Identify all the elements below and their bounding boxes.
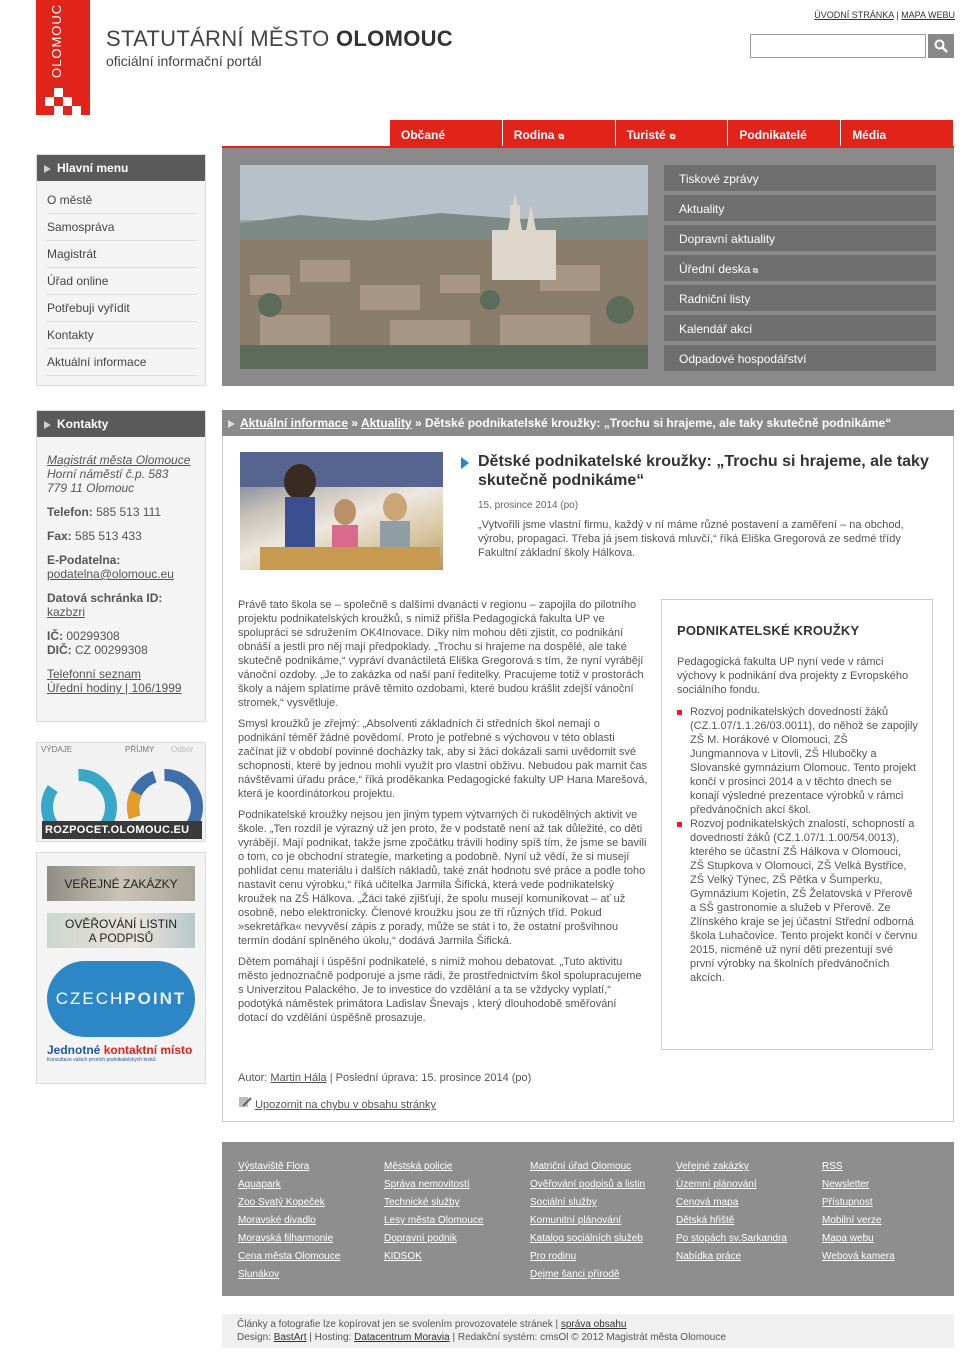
footer-link[interactable]: Přístupnost — [822, 1197, 873, 1208]
footer-link[interactable]: Aquapark — [238, 1179, 281, 1190]
breadcrumb-current: Dětské podnikatelské kroužky: „Trochu si hrajeme, ale taky skutečně podnikáme“ — [425, 416, 892, 430]
report-error-link[interactable]: Upozornit na chybu v obsahu stránky — [255, 1099, 437, 1111]
footer-link[interactable]: Mapa webu — [822, 1233, 874, 1244]
footer-column — [530, 1158, 645, 1284]
footer-column — [676, 1158, 787, 1266]
footer-link[interactable]: Katalog sociálních služeb — [530, 1233, 643, 1244]
city-panorama-image — [240, 165, 648, 369]
quick-link[interactable]: Aktuality — [664, 195, 936, 221]
breadcrumb-news[interactable]: Aktuality — [360, 416, 412, 430]
czechpoint-banner[interactable]: CZECHPOINT — [47, 961, 195, 1037]
ic-label: IČ: — [47, 629, 63, 643]
top-links: ÚVODNÍ STRÁNKA | MAPA WEBU — [814, 10, 955, 20]
info-box-heading: PODNIKATELSKÉ KROUŽKY — [677, 623, 860, 638]
article-paragraph: Právě tato škola se – společně s dalšími dvanácti v regionu – zapojila do pilotního projektu podnikatelských kroužků, s nimiž přišla Pedagogická fakulta UP ve spolupráci se sdružením OK4Inovace. Díky nim mohou děti zjistit, co podnikání obnáší a jestli pro něj mají předpoklady. „Trochu si hrajeme na dospělé, ale také skutečně podnikáme,“ vypráví dvanáctiletá Eliška Gregorová s tím, že nyní vyrábějí vánoční ozdoby. „Je to zakázka od naší paní ředitelky. Pracujeme totiž v prostorách školy a nájem splatíme právě těmito ozdobami, které budou krášlit zdejší vánoční stromek,“ vysvětluje. — [238, 599, 644, 709]
menu-item[interactable]: Kontakty — [47, 322, 197, 349]
footer-link[interactable]: Pro rodinu — [530, 1251, 577, 1262]
address-line-2: 779 11 Olomouc — [47, 481, 135, 495]
menu-item[interactable]: Magistrát — [47, 241, 197, 268]
tab-3[interactable]: Podnikatelé — [728, 120, 840, 146]
search-icon — [934, 39, 948, 53]
main-tabs — [390, 120, 954, 146]
footer-link[interactable]: Nabídka práce — [676, 1251, 742, 1262]
quick-link[interactable]: Dopravní aktuality — [664, 225, 936, 251]
author-link[interactable]: Martin Hála — [270, 1072, 327, 1084]
site-title: STATUTÁRNÍ MĚSTO OLOMOUC — [106, 26, 453, 51]
budget-label-dept: Odbor — [171, 745, 194, 754]
breadcrumb-news-section[interactable]: Aktuální informace — [240, 416, 349, 430]
main-menu-heading: Hlavní menu — [37, 155, 205, 181]
footer-link[interactable]: Lesy města Olomouce — [384, 1215, 484, 1226]
quick-link[interactable]: Úřední deska ⧉ — [664, 255, 936, 281]
search-input[interactable] — [750, 34, 926, 58]
logo-checker-icon — [45, 88, 81, 115]
article-title: Dětské podnikatelské kroužky: „Trochu si hrajeme, ale taky skutečně podnikáme“ — [478, 453, 929, 489]
footer-link[interactable]: Ověřování podpisů a listin — [530, 1179, 646, 1190]
menu-item[interactable]: Samospráva — [47, 214, 197, 241]
footer-link[interactable]: Webová kamera — [822, 1251, 895, 1262]
article-date: 15. prosince 2014 (po) — [478, 500, 579, 511]
quick-link[interactable]: Odpadové hospodářství — [664, 345, 936, 371]
ds-label: Datová schránka ID: — [47, 591, 163, 605]
budget-donut-chart-icon — [37, 755, 206, 825]
site-subtitle: oficiální informační portál — [106, 53, 262, 69]
article-paragraph: Smysl kroužků je zřejmý: „Absolventi základních či středních škol nemají o podnikání téměř žádné povědomí. Proto je potřebné s výchovou v této oblasti začínat již v období povinné docházky tak, aby si žáci dokázali sami uvědomit své schopnosti, které by jednou mohli využít pro vlastní obživu. Nebudou pak marnit čas návštěvami úřadu práce,“ říká proděkanka Pedagogické fakulty UP Hana Marešová, která je koordinátorkou projektu. — [238, 718, 648, 800]
footer-link[interactable]: Moravská filharmonie — [238, 1233, 334, 1244]
ds-link[interactable]: kazbzri — [47, 605, 86, 619]
footer-link[interactable]: Sociální služby — [530, 1197, 597, 1208]
dic-label: DIČ: — [47, 643, 72, 657]
footer-link[interactable]: Po stopách sv.Sarkandra — [676, 1233, 787, 1244]
tab-2[interactable]: Turisté ⧉ — [616, 120, 728, 146]
report-pencil-icon — [238, 1096, 252, 1108]
article-paragraph: Dětem pomáhají i úspěšní podnikatelé, s nimiž mohou debatovat. „Tuto aktivitu město jednoznačně podporuje a jsme rádi, že prostřednictvím škol spolupracujeme s Univerzitou Palackého. Je to investice do vzdělání a ta se vždycky vyplatí,“ podotýká náměstek primátora Ladislav Šnevajs , který dlouhodobě směřování dotací do vzdělání úspěšně prosazuje. — [238, 956, 642, 1024]
fax: 585 513 433 — [75, 529, 142, 543]
menu-item[interactable]: Potřebuji vyřídit — [47, 295, 197, 322]
footer-link[interactable]: Cenová mapa — [676, 1197, 739, 1208]
phonebook-link[interactable]: Telefonní seznam — [47, 667, 142, 681]
quick-link[interactable]: Tiskové zprávy — [664, 165, 936, 191]
menu-item[interactable]: Úřad online — [47, 268, 197, 295]
footer-link[interactable]: Dejme šanci přírodě — [530, 1269, 620, 1280]
budget-banner[interactable] — [36, 742, 206, 842]
footer-link[interactable]: Newsletter — [822, 1179, 870, 1190]
quick-link[interactable]: Kalendář akcí — [664, 315, 936, 341]
footer-link[interactable]: Územní plánování — [676, 1179, 757, 1190]
external-link-icon: ⧉ — [750, 266, 759, 275]
verification-banner[interactable]: OVĚŘOVÁNÍ LISTIN A PODPISŮ — [47, 913, 195, 948]
search-button[interactable] — [928, 34, 954, 58]
article-body — [238, 598, 648, 1032]
footer-link[interactable]: Výstaviště Flora — [238, 1161, 310, 1172]
footer-column — [238, 1158, 340, 1284]
info-box — [661, 599, 933, 1050]
fax-label: Fax: — [47, 529, 72, 543]
external-link-icon: ⧉ — [558, 132, 565, 141]
budget-label-out: VÝDAJE — [41, 745, 73, 754]
office-hours-link[interactable]: Úřední hodiny | 106/1999 — [47, 681, 182, 695]
epod-label: E-Podatelna: — [47, 553, 121, 567]
hosting-link[interactable]: Datacentrum Moravia — [354, 1332, 450, 1343]
contact-place-banner[interactable]: Jednotné kontaktní místo Konzultace vašich prvních podnikatelských kroků — [47, 1043, 193, 1063]
content-admin-link[interactable]: správa obsahu — [560, 1319, 627, 1330]
main-menu — [36, 154, 206, 386]
phone: 585 513 111 — [96, 505, 162, 519]
budget-url: ROZPOCET.OLOMOUC.EU — [42, 821, 202, 839]
contacts-box — [36, 410, 206, 722]
tab-4[interactable]: Média — [841, 120, 953, 146]
tab-0[interactable]: Občané — [390, 120, 502, 146]
info-box-intro: Pedagogická fakulta UP nyní vede v rámci výchovy k podnikání dva projekty z Evropského sociálního fondu. — [677, 656, 909, 696]
footer-link[interactable]: Technické služby — [384, 1197, 460, 1208]
article-paragraph: Podnikatelské kroužky nejsou jen jiným typem výtvarných či rukodělných aktivit ve škole. „Ten rozdíl je výrazný už jen proto, že v podstatě není až tak důležité, co děti vyrábějí. Mají podnikat, takže jsme zpočátku trávili hodiny spíš tím, že jsme se bavili o tom, co je obchodní strategie, marketing a podobně. Nyní už vědí, že si musejí pohlídat cenu materiálu i dalších nákladů, také znát hodnotu své práce a podle toho nastavit cenu výrobku,“ říká učitelka Jarmila Šifická, která vede podnikatelský kroužek na ZŠ Hálkova. „Žáci také zjišťují, že spolu musejí komunikovat – ať už osobně, nebo elektronicky. Členové kroužku jsou ze tří různých tříd. Pokud »sekretářka« nevyvěsí zápis z porady, může se stát i to, že ostatní prošvihnou termín dodání splněného úkolu,“ dodává Jarmila Šifická. — [238, 809, 647, 947]
children-illustration — [240, 452, 443, 570]
footer-link[interactable]: Městská policie — [384, 1161, 453, 1172]
footer-link[interactable]: Matriční úřad Olomouc — [530, 1161, 632, 1172]
footer-link[interactable]: Mobilní verze — [822, 1215, 882, 1226]
tab-1[interactable]: Rodina ⧉ — [503, 120, 615, 146]
footer-link[interactable]: Dětská hřiště — [676, 1215, 735, 1226]
design-link[interactable]: BastArt — [273, 1332, 307, 1343]
article-photo — [240, 452, 443, 570]
address-line-1: Horní náměstí č.p. 583 — [47, 467, 169, 481]
contacts-heading: Kontakty — [37, 411, 205, 437]
quick-link[interactable]: Radniční listy — [664, 285, 936, 311]
info-box-item: Rozvoj podnikatelských dovedností žáků (CZ.1.07/1.1.26/03.0011), do něhož se zapojily ZŠ M. Horákové v Olomouci, ZŠ Jungmannova v Litovli, ZŠ Hlubočky a Slovanské gymnázium Olomouc. Tento projekt končí v prosinci 2014 a v těchto dnech se konají výsledné prezentace výrobků v rámci předvánočních akcí škol. — [677, 705, 918, 817]
article-author: Autor: Martin Hála | Poslední úprava: 15. prosince 2014 (po) — [238, 1072, 532, 1084]
footer-link[interactable]: Správa nemovitostí — [384, 1179, 470, 1190]
cathedral-illustration — [240, 165, 648, 369]
report-error — [238, 1096, 436, 1111]
footer-link[interactable]: Slunákov — [238, 1269, 280, 1280]
footer-link[interactable]: Komunitní plánování — [530, 1215, 622, 1226]
menu-item[interactable]: Aktuální informace — [47, 349, 197, 376]
menu-item[interactable]: O městě — [47, 187, 197, 214]
info-box-item: Rozvoj podnikatelských znalostí, schopností a dovedností žáků (CZ.1.07/1.1.00/54.0013), kterého se účastní ZŠ Hálkova v Olomouci, ZŠ Stupkova v Olomouci, ZŠ Velká Bystřice, ZŠ Velký Týnec, ZŠ Pětka v Šumperku, Gymnázium Kojetín, ZŠ Želatovská v Přerově a SŠ gastronomie a služeb v Přerově. Ze Zlínského kraje se jej účastní Střední odborná škola Luhačovice. Tento projekt končí v červnu 2015, nicméně už nyní děti prezentují své první výrobky na školních předvánočních akcích. — [677, 817, 918, 985]
footer-link[interactable]: Veřejné zakázky — [676, 1161, 749, 1172]
phone-label: Telefon: — [47, 505, 93, 519]
article-lead: „Vytvořili jsme vlastní firmu, každý v ní máme různé postavení a zaměření – na obchod, výrobu, propagaci. Třeba já jsem tisková mluvčí,“ říká Eliška Gregorová ze sedmé třídy Fakultní základní školy Hálkova. — [478, 519, 904, 559]
footer-column — [384, 1158, 484, 1266]
city-logo[interactable] — [36, 0, 90, 115]
footer-link[interactable]: Zoo Svatý Kopeček — [238, 1197, 325, 1208]
footer-link[interactable]: RSS — [822, 1161, 843, 1172]
article-title-marker-icon — [461, 457, 469, 469]
footer-link[interactable]: Dopravní podnik — [384, 1233, 457, 1244]
footer-copyright: Články a fotografie lze kopírovat jen se svolením provozovatele stránek | správa obsahu Design: BastArt | Hosting: Datacentrum Moravia | Redakční systém: cmsOl © 2012 Magistrát města Olomouce — [222, 1314, 954, 1348]
epod-link[interactable]: podatelna@olomouc.eu — [47, 567, 174, 581]
footer-link[interactable]: Moravské divadlo — [238, 1215, 316, 1226]
ic: 00299308 — [66, 629, 120, 643]
dic: CZ 00299308 — [75, 643, 148, 657]
tenders-banner[interactable]: VEŘEJNÉ ZAKÁZKY — [47, 866, 195, 901]
breadcrumb: Aktuální informace » Aktuality » Dětské podnikatelské kroužky: „Trochu si hrajeme, ale taky skutečně podnikáme“ — [222, 410, 954, 436]
footer-link[interactable]: KIDSOK — [384, 1251, 422, 1262]
sitemap-link[interactable]: MAPA WEBU — [901, 10, 955, 20]
footer-links — [222, 1142, 954, 1296]
logo-text: OLOMOUC — [49, 3, 64, 78]
external-link-icon: ⧉ — [669, 132, 676, 141]
home-link[interactable]: ÚVODNÍ STRÁNKA — [814, 10, 894, 20]
footer-column — [822, 1158, 895, 1266]
budget-label-in: PŘÍJMY — [125, 745, 155, 754]
side-banners — [36, 852, 206, 1084]
footer-link[interactable]: Cena města Olomouce — [238, 1251, 341, 1262]
org-link[interactable]: Magistrát města Olomouce — [47, 453, 191, 467]
